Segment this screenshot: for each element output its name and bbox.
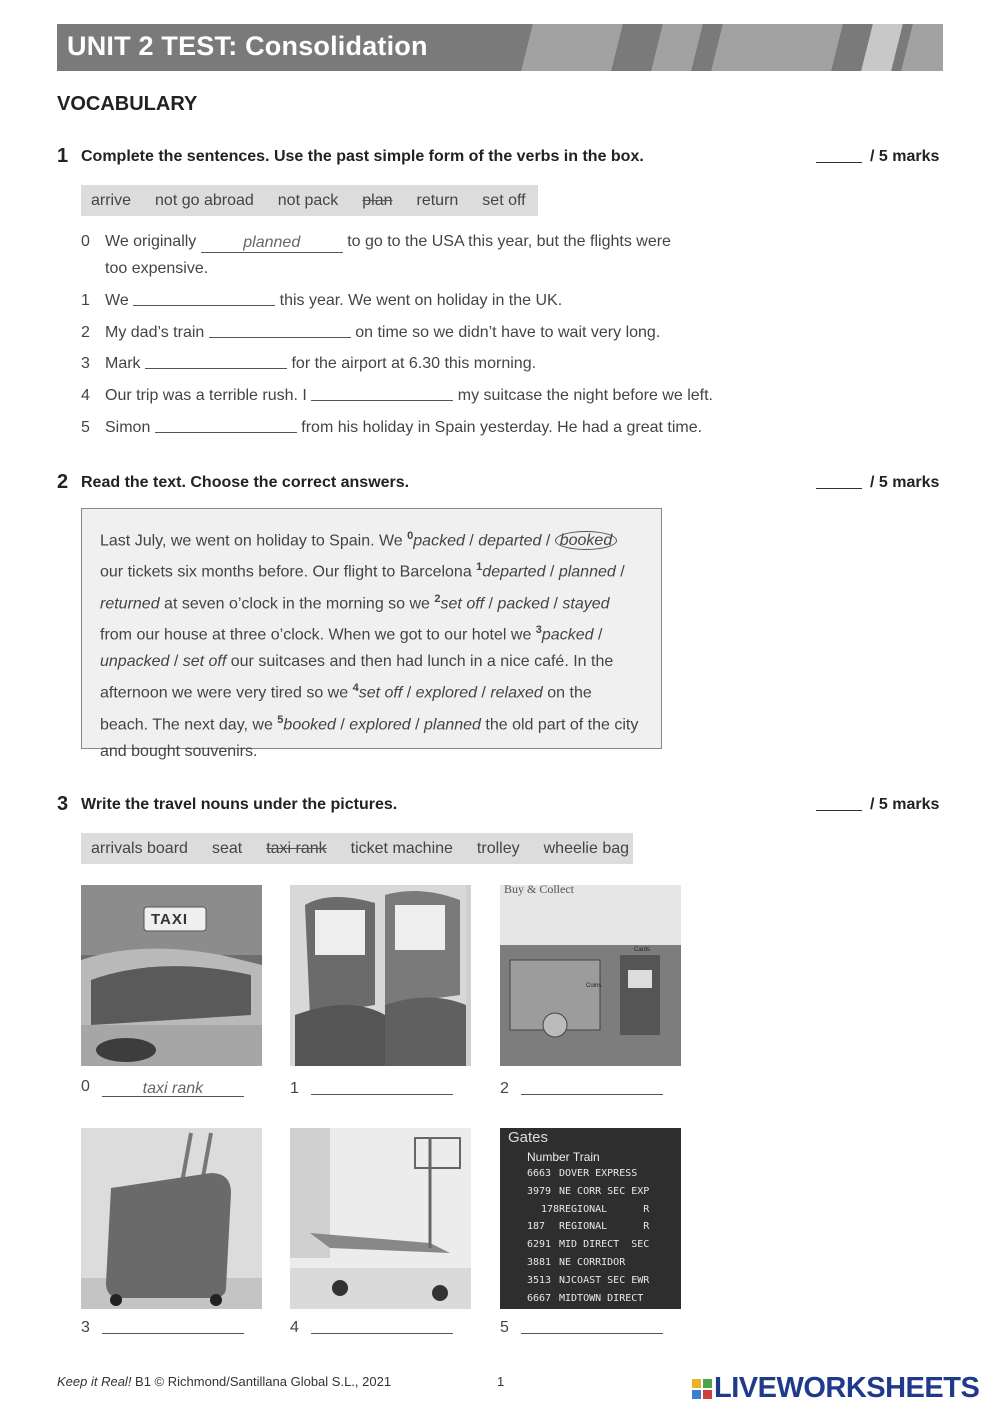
option[interactable]: relaxed <box>490 684 543 702</box>
board-row: 3979 NE CORR SEC EXP <box>527 1185 650 1197</box>
sentence-start: We <box>105 292 129 309</box>
marks-label: / 5 marks <box>870 474 940 491</box>
coins-label: Coins <box>586 983 602 989</box>
option-selected[interactable]: booked <box>555 531 618 550</box>
answer-blank[interactable] <box>102 1317 244 1334</box>
word: trolley <box>476 839 520 857</box>
option[interactable]: packed <box>413 532 465 550</box>
gap-number: 4 <box>352 682 359 695</box>
word: ticket machine <box>350 839 453 857</box>
sentence-start: My dad’s train <box>105 324 205 341</box>
board-title: Gates <box>508 1129 549 1146</box>
text-run: at seven o’clock in the morning so we <box>159 594 435 612</box>
gap-number: 0 <box>407 530 414 542</box>
marks-blank[interactable] <box>816 488 862 489</box>
banner-stripe <box>861 24 903 71</box>
banner-stripe <box>711 24 843 71</box>
option[interactable]: packed <box>497 594 550 612</box>
q1-item <box>81 287 562 314</box>
banner-stripe <box>901 24 943 71</box>
answer-blank[interactable] <box>133 290 275 306</box>
option[interactable]: unpacked <box>100 653 170 671</box>
option[interactable]: explored <box>349 715 411 733</box>
item-number: 5 <box>81 419 90 436</box>
gap-number: 2 <box>434 592 441 605</box>
liveworksheets-logo[interactable] <box>692 1372 979 1405</box>
word: set off <box>482 191 526 209</box>
board-row: 3513 NJCOAST SEC EWR <box>527 1274 650 1286</box>
page-title: UNIT 2 TEST: Consolidation <box>67 31 428 61</box>
answer-blank[interactable] <box>311 385 453 401</box>
q1-item <box>81 350 536 377</box>
ticket-machine-illustration <box>500 885 681 1066</box>
answer-blank[interactable] <box>209 322 351 338</box>
option[interactable]: booked <box>283 715 336 733</box>
seat-illustration <box>290 885 466 1066</box>
board-row: 6667 MIDTOWN DIRECT <box>527 1292 644 1304</box>
item-number: 3 <box>81 1319 90 1336</box>
banner-stripe <box>521 24 623 71</box>
text-run: Last July, we went on holiday to Spain. We <box>100 532 408 550</box>
q1-number: 1 <box>57 145 69 167</box>
sentence-start: Mark <box>105 355 141 372</box>
page-number: 1 <box>497 1374 505 1389</box>
text-run: our tickets six months before. Our flight to Barcelona <box>100 563 477 581</box>
board-row: 3881 NE CORRIDOR <box>527 1256 626 1268</box>
book-title: Keep it Real! <box>57 1374 132 1389</box>
sentence-end: this year. We went on holiday in the UK. <box>279 292 563 309</box>
marks-label: / 5 marks <box>870 148 940 165</box>
option[interactable]: departed <box>482 563 546 581</box>
q1-example <box>81 228 781 282</box>
option[interactable]: stayed <box>562 594 610 612</box>
cards-label: Cards <box>634 947 651 953</box>
logo-text: LIVEWORKSHEETS <box>714 1372 980 1404</box>
text-run: from our house at three o’clock. When we got to our hotel we <box>100 626 536 644</box>
text-run: our suitcases and then had lunch in a nice café. In the afternoon we were very tired so we <box>100 653 614 702</box>
q3-instruction: Write the travel nouns under the pictures. <box>81 796 398 813</box>
item-number: 3 <box>81 355 90 372</box>
gap-number: 3 <box>535 623 542 636</box>
marks-label: / 5 marks <box>870 796 940 813</box>
caption <box>500 1078 663 1098</box>
board-row: 178REGIONAL R <box>540 1203 650 1215</box>
word: return <box>416 191 459 209</box>
gap-number: 1 <box>476 561 483 574</box>
sentence-cont: too expensive. <box>105 260 209 277</box>
word-crossed: plan <box>362 191 393 209</box>
option[interactable]: returned <box>100 594 160 612</box>
word: seat <box>211 839 243 857</box>
footer-credit <box>57 1374 391 1389</box>
trolley-illustration <box>290 1128 471 1309</box>
sentence-start: Our trip was a terrible rush. I <box>105 387 307 404</box>
header-banner <box>57 24 943 71</box>
caption <box>81 1317 244 1337</box>
section-title: VOCABULARY <box>57 93 198 115</box>
text-run: on the beach. The next day, we <box>100 684 592 733</box>
item-number: 0 <box>81 1078 90 1095</box>
q3-marks <box>816 796 939 814</box>
answer-blank: taxi rank <box>102 1080 244 1097</box>
banner-stripe <box>651 24 703 71</box>
board-rows <box>527 1165 677 1307</box>
board-row: 187 REGIONAL R <box>527 1221 650 1233</box>
item-number: 0 <box>81 233 90 250</box>
sentence-end: for the airport at 6.30 this morning. <box>291 355 537 372</box>
q1-item <box>81 414 702 441</box>
answer-blank[interactable] <box>521 1317 663 1334</box>
board-header <box>527 1150 600 1164</box>
item-number: 5 <box>500 1319 509 1336</box>
q1-instruction: Complete the sentences. Use the past simple form of the verbs in the box. <box>81 148 644 165</box>
word-crossed: taxi rank <box>266 839 327 857</box>
item-number: 4 <box>81 387 90 404</box>
logo-icon <box>692 1379 712 1399</box>
board-row: 6663 DOVER EXPRESS <box>527 1168 638 1179</box>
sentence-end: to go to the USA this year, but the flights were <box>347 233 671 250</box>
item-number: 4 <box>290 1319 299 1336</box>
ticket-machine-picture <box>500 885 681 1066</box>
marks-blank[interactable] <box>816 810 862 811</box>
option[interactable]: set off <box>440 594 485 612</box>
q1-item <box>81 382 713 409</box>
board-col-train: Train <box>572 1150 600 1164</box>
q3-number: 3 <box>57 793 69 815</box>
q2-number: 2 <box>57 471 69 493</box>
answer-blank[interactable] <box>311 1078 453 1095</box>
wheelie-bag-picture <box>81 1128 262 1309</box>
sentence-end: from his holiday in Spain yesterday. He had a great time. <box>301 419 703 436</box>
reading-text-box: Last July, we went on holiday to Spain. We $^0$packed / departed / booked our tickets six months before. Our flight to Barcelona $^1$departed / planned / returned at seven o’clock in the morning so we $^2$set off / packed / stayed from our house at three o’clock. When we got to our hotel we $^3$packed / unpacked / set off our suitcases and then had lunch in a nice café. In the afternoon we were very tired so we $^4$set off / explored / relaxed on the beach. The next day, we $^5$booked / explored / planned the old part of the city and bought souvenirs. <box>81 508 662 749</box>
caption <box>290 1317 453 1337</box>
word: arrivals board <box>91 839 188 857</box>
board-col-number: Number <box>527 1150 570 1164</box>
word: not go abroad <box>155 191 254 209</box>
trolley-picture <box>290 1128 471 1309</box>
answer-blank: planned <box>201 234 343 253</box>
gap-number: 5 <box>277 713 284 726</box>
option[interactable]: explored <box>415 684 477 702</box>
word: not pack <box>277 191 339 209</box>
sentence-end: on time so we didn’t have to wait very long. <box>355 324 661 341</box>
machine-heading: Buy & Collect <box>504 885 574 896</box>
item-number: 1 <box>81 292 90 309</box>
option[interactable]: set off <box>182 653 227 671</box>
wheelie-bag-illustration <box>81 1128 262 1309</box>
q3-word-box <box>81 833 633 864</box>
taxi-picture <box>81 885 262 1066</box>
item-number: 1 <box>290 1080 299 1097</box>
q2-instruction: Read the text. Choose the correct answers. <box>81 474 410 491</box>
item-number: 2 <box>81 324 90 341</box>
arrivals-board-picture <box>500 1128 681 1309</box>
sentence-end: my suitcase the night before we left. <box>457 387 713 404</box>
option[interactable]: packed <box>541 626 594 644</box>
answer-blank[interactable] <box>155 417 297 433</box>
text-run: the old part of the city and bought souvenirs. <box>100 715 639 760</box>
taxi-sign: TAXI <box>151 911 189 928</box>
option[interactable]: set off <box>358 684 403 702</box>
option[interactable]: planned <box>423 715 481 733</box>
copyright: B1 © Richmond/Santillana Global S.L., 2021 <box>131 1374 392 1389</box>
seat-picture <box>290 885 471 1066</box>
q1-word-box <box>81 185 538 216</box>
sentence-start: We originally <box>105 233 197 250</box>
board-row: 6291 MID DIRECT SEC <box>527 1239 650 1251</box>
word: arrive <box>91 191 132 209</box>
q1-item <box>81 319 660 346</box>
q1-marks <box>816 148 939 166</box>
option[interactable]: departed <box>478 532 542 550</box>
answer-blank[interactable] <box>311 1317 453 1334</box>
item-number: 2 <box>500 1080 509 1097</box>
q2-marks <box>816 474 939 492</box>
word: wheelie bag <box>543 839 630 857</box>
sentence-start: Simon <box>105 419 151 436</box>
answer-blank[interactable] <box>145 353 287 369</box>
caption <box>81 1078 244 1097</box>
option[interactable]: planned <box>558 563 616 581</box>
caption <box>500 1317 663 1337</box>
q1-heading <box>57 145 68 168</box>
caption <box>290 1078 453 1098</box>
answer-blank[interactable] <box>521 1078 663 1095</box>
marks-blank[interactable] <box>816 162 862 163</box>
